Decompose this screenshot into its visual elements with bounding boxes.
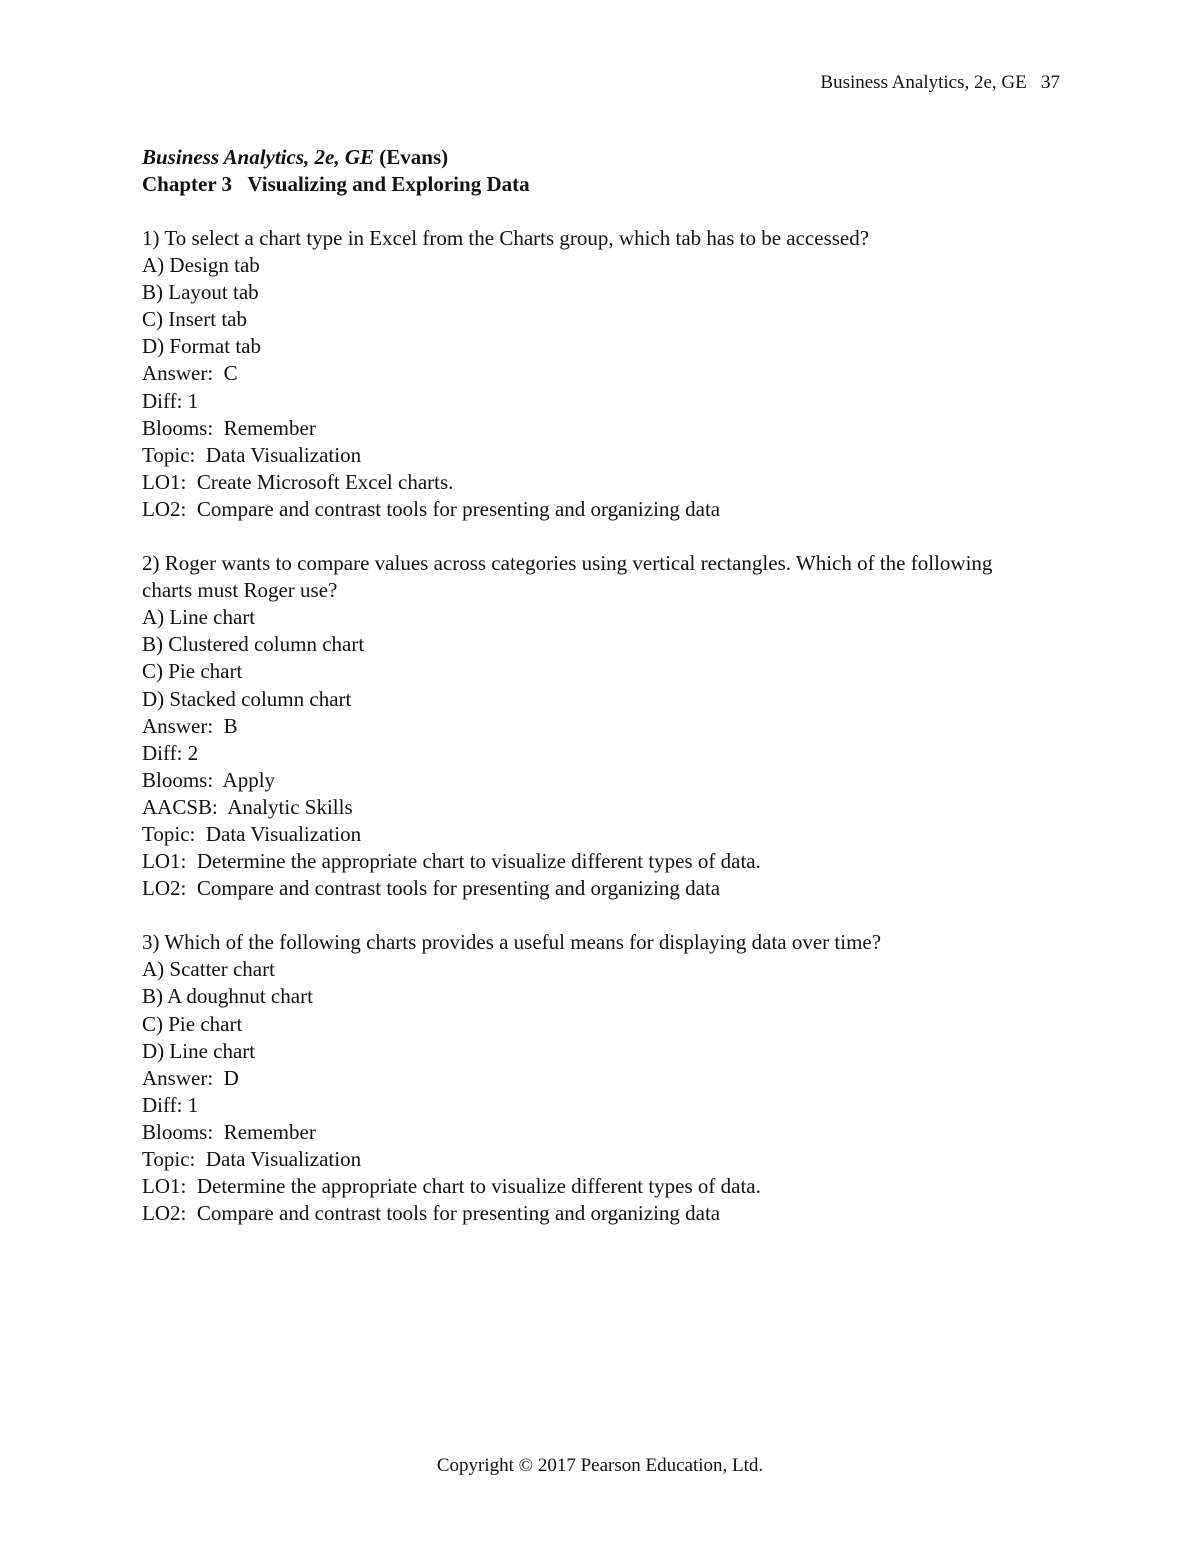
lo2-line: LO2: Compare and contrast tools for presenting and organizing data: [142, 1201, 721, 1226]
blooms-line: Blooms: Remember: [142, 415, 316, 440]
blooms-line: Blooms: Remember: [142, 1119, 316, 1144]
blooms-line: Blooms: Apply: [142, 767, 276, 792]
running-header: [820, 72, 1060, 94]
question-3: [142, 929, 1042, 1227]
question-2: [142, 550, 1042, 902]
topic-line: Topic: Data Visualization: [142, 821, 362, 846]
difficulty-line: Diff: 2: [142, 740, 199, 765]
topic-line: Topic: Data Visualization: [142, 442, 362, 467]
option-b: B) A doughnut chart: [142, 984, 313, 1009]
lo1-line: LO1: Determine the appropriate chart to visualize different types of data.: [142, 849, 761, 874]
option-a: A) Line chart: [142, 605, 256, 630]
question-stem: 3) Which of the following charts provides a useful means for displaying data over time?: [142, 930, 882, 955]
lo1-line: LO1: Determine the appropriate chart to visualize different types of data.: [142, 1174, 761, 1199]
copyright-footer: Copyright © 2017 Pearson Education, Ltd.: [436, 1455, 764, 1476]
lo1-line: LO1: Create Microsoft Excel charts.: [142, 469, 454, 494]
answer-line: Answer: C: [142, 361, 238, 386]
difficulty-line: Diff: 1: [142, 1092, 199, 1117]
book-title-italic: Business Analytics, 2e, GE: [142, 145, 375, 169]
page-number: 37: [1041, 72, 1060, 93]
option-c: C) Pie chart: [142, 659, 243, 684]
option-b: B) Clustered column chart: [142, 632, 365, 657]
question-1: [142, 225, 1042, 523]
difficulty-line: Diff: 1: [142, 388, 199, 413]
running-title: Business Analytics, 2e, GE: [820, 72, 1027, 93]
lo2-line: LO2: Compare and contrast tools for presenting and organizing data: [142, 876, 721, 901]
answer-line: Answer: B: [142, 713, 238, 738]
option-b: B) Layout tab: [142, 280, 259, 305]
option-a: A) Scatter chart: [142, 957, 275, 982]
option-d: D) Stacked column chart: [142, 686, 352, 711]
answer-line: Answer: D: [142, 1065, 239, 1090]
option-c: C) Insert tab: [142, 307, 247, 332]
chapter-title: Chapter 3 Visualizing and Exploring Data: [142, 172, 530, 196]
option-a: A) Design tab: [142, 253, 260, 278]
book-title: [142, 144, 1042, 171]
topic-line: Topic: Data Visualization: [142, 1147, 362, 1171]
document-body: [142, 144, 1042, 1227]
question-stem: 2) Roger wants to compare values across categories using vertical rectangles. Which of the following charts must Roger use?: [142, 551, 998, 603]
question-stem: 1) To select a chart type in Excel from the Charts group, which tab has to be accessed?: [142, 226, 870, 250]
aacsb-line: AACSB: Analytic Skills: [142, 794, 353, 819]
author-name: (Evans): [374, 145, 449, 169]
option-d: D) Format tab: [142, 334, 261, 359]
option-d: D) Line chart: [142, 1038, 256, 1063]
option-c: C) Pie chart: [142, 1011, 243, 1036]
lo2-line: LO2: Compare and contrast tools for presenting and organizing data: [142, 496, 721, 521]
